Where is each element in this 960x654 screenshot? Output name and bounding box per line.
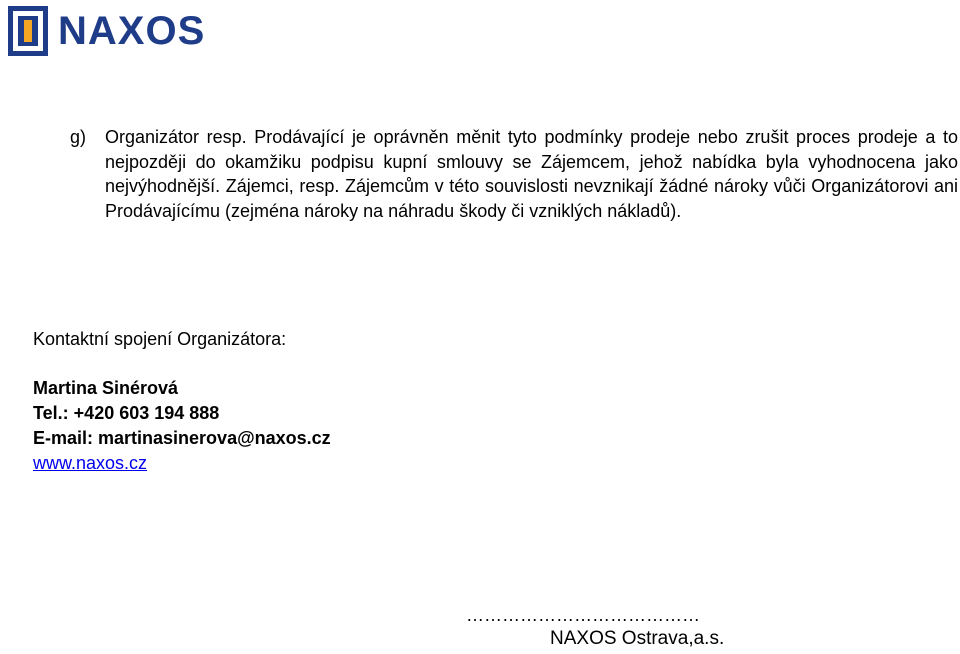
naxos-logo-mark-icon [8, 6, 48, 56]
contact-name: Martina Sinérová [33, 378, 179, 398]
website-link[interactable]: www.naxos.cz [33, 453, 148, 473]
signature-company: NAXOS Ostrava,a.s. [550, 628, 725, 649]
paragraph-text: Organizátor resp. Prodávající je oprávněn měnit tyto podmínky prodeje nebo zrušit proces prodeje a to nejpozději do okamžiku podpisu kupní smlouvy se Zájemcem, jehož nabídka byla vyhodnocena jako nejvýhodnější. Zájemci, resp. Zájemcům v této souvislosti nevznikají žádné nároky vůči Organizátorovi ani Prodávajícímu (zejména nároky na náhradu škody či vzniklých nákladů). [105, 127, 958, 221]
contact-block [33, 376, 331, 476]
paragraph-marker: g) [70, 127, 87, 147]
terms-paragraph-g [70, 125, 958, 223]
contact-phone: Tel.: +420 603 194 888 [33, 403, 220, 423]
logo-wordmark: NAXOS [58, 9, 206, 53]
naxos-logo [8, 6, 258, 56]
signature-line: ………………………………… [466, 605, 700, 625]
contact-heading: Kontaktní spojení Organizátora: [33, 329, 287, 349]
contact-email: E-mail: martinasinerova@naxos.cz [33, 428, 331, 448]
